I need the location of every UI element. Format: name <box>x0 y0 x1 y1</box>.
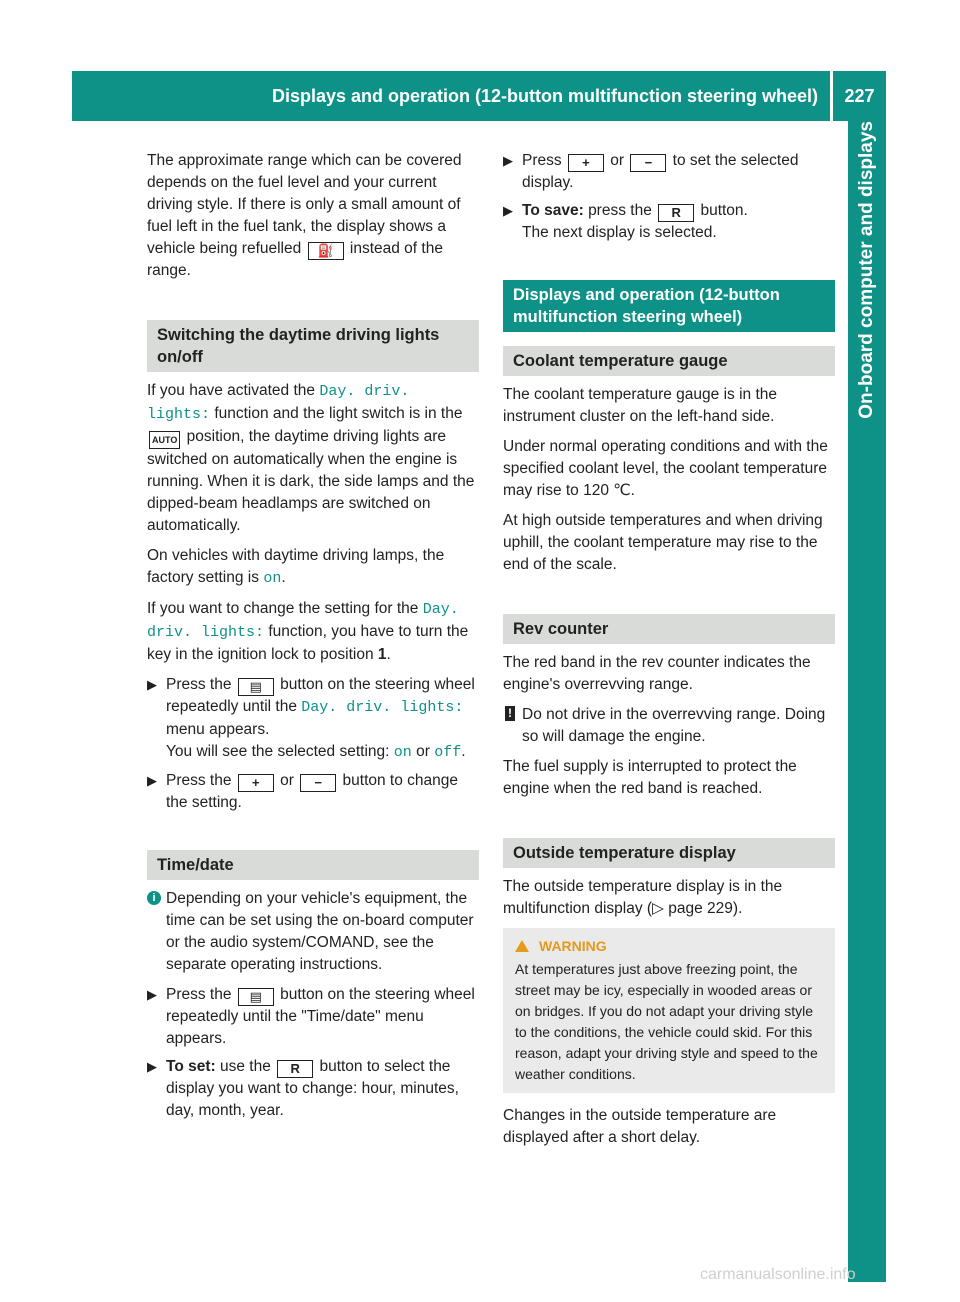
watermark: carmanualsonline.info <box>700 1266 856 1283</box>
menu-button-icon: ▤ <box>238 678 274 696</box>
page-title: Displays and operation (12-button multifunction steering wheel) <box>271 86 818 106</box>
daytime-paragraph-1: If you have activated the Day. driv. lights: function and the light switch is in the AUTO position, the daytime driving lights are switched on automatically when the engine is running. When it is dark, the side lamps and the dipped-beam headlamps are switched on automatically. <box>147 382 475 534</box>
intro-paragraph: The approximate range which can be covered depends on the fuel level and your current driving style. If there is only a small amount of fuel left in the fuel tank, the display shows a vehicle being refuelled ⛽ instead of the range. <box>147 152 462 279</box>
step-press-plus-minus: ▶ Press the + or − button to change the setting. <box>147 772 459 811</box>
daytime-paragraph-2: On vehicles with daytime driving lamps, the factory setting is on. <box>147 547 445 587</box>
section-heading-time-date: Time/date <box>147 850 479 880</box>
arrow-icon: ▶ <box>503 153 513 168</box>
warning-heading: WARNING <box>515 936 823 957</box>
menu-button-icon: ▤ <box>238 988 274 1006</box>
section-heading-rev-counter: Rev counter <box>503 614 835 644</box>
reset-button-icon: R <box>658 204 694 222</box>
section-heading-daytime-lights: Switching the daytime driving lights on/off <box>147 320 479 372</box>
plus-button-icon: + <box>568 154 604 172</box>
arrow-icon: ▶ <box>147 773 157 788</box>
step-press-menu-time: ▶ Press the ▤ button on the steering wheel repeatedly until the "Time/date" menu appears. <box>147 986 475 1047</box>
info-icon: i <box>147 891 161 905</box>
rev-paragraph-2: The fuel supply is interrupted to protect the engine when the red band is reached. <box>503 758 797 797</box>
coolant-paragraph-2: Under normal operating conditions and with the specified coolant level, the coolant temperature may rise to 120 ℃. <box>503 438 828 499</box>
step-to-save: ▶ To save: press the R button. The next display is selected. <box>503 202 748 241</box>
caution-note: ! Do not drive in the overrevving range. Doing so will damage the engine. <box>503 704 835 748</box>
page-number: 227 <box>844 86 875 106</box>
side-tab-label: On-board computer and displays <box>856 121 877 419</box>
minus-button-icon: − <box>630 154 666 172</box>
info-note: i Depending on your vehicle's equipment, the time can be set using the on-board computer or the audio system/COMAND, see the separate operating instructions. <box>147 888 479 976</box>
step-to-set: ▶ To set: use the R button to select the display you want to change: hour, minutes, day, month, year. <box>147 1058 459 1119</box>
reset-button-icon: R <box>277 1060 313 1078</box>
warning-body: At temperatures just above freezing point, the street may be icy, especially in wooded areas or on bridges. If you do not adapt your driving style to the conditions, the vehicle could skid. For this reason, adapt your driving style and speed to the weather conditions. <box>515 961 818 1082</box>
plus-button-icon: + <box>238 774 274 792</box>
exclamation-icon: ! <box>505 706 515 721</box>
right-column <box>503 150 835 1157</box>
step-press-set: ▶ Press + or − to set the selected display. <box>503 152 799 191</box>
section-heading-main: Displays and operation (12-button multifunction steering wheel) <box>503 280 835 332</box>
auto-icon: AUTO <box>149 431 180 449</box>
side-tab-marker <box>848 922 886 960</box>
coolant-paragraph-3: At high outside temperatures and when driving uphill, the coolant temperature may rise to the end of the scale. <box>503 512 823 573</box>
outside-paragraph-1: The outside temperature display is in the multifunction display (▷ page 229). <box>503 878 783 917</box>
daytime-paragraph-3: If you want to change the setting for the Day. driv. lights: function, you have to turn the key in the ignition lock to position 1. <box>147 600 469 663</box>
fuel-pump-icon: ⛽ <box>308 242 344 260</box>
rev-paragraph-1: The red band in the rev counter indicates the engine's overrevving range. <box>503 654 811 693</box>
arrow-icon: ▶ <box>147 677 157 692</box>
section-heading-coolant: Coolant temperature gauge <box>503 346 835 376</box>
left-column <box>147 150 479 1128</box>
arrow-icon: ▶ <box>147 1059 157 1074</box>
arrow-icon: ▶ <box>147 987 157 1002</box>
minus-button-icon: − <box>300 774 336 792</box>
section-heading-outside-temp: Outside temperature display <box>503 838 835 868</box>
coolant-paragraph-1: The coolant temperature gauge is in the instrument cluster on the left-hand side. <box>503 386 778 425</box>
step-press-menu: ▶ Press the ▤ button on the steering wheel repeatedly until the Day. driv. lights: menu appears. You will see the selected setting: on or off. <box>147 676 475 761</box>
warning-box <box>503 928 835 1093</box>
outside-paragraph-2: Changes in the outside temperature are displayed after a short delay. <box>503 1107 777 1146</box>
arrow-icon: ▶ <box>503 203 513 218</box>
warning-triangle-icon <box>515 940 529 952</box>
